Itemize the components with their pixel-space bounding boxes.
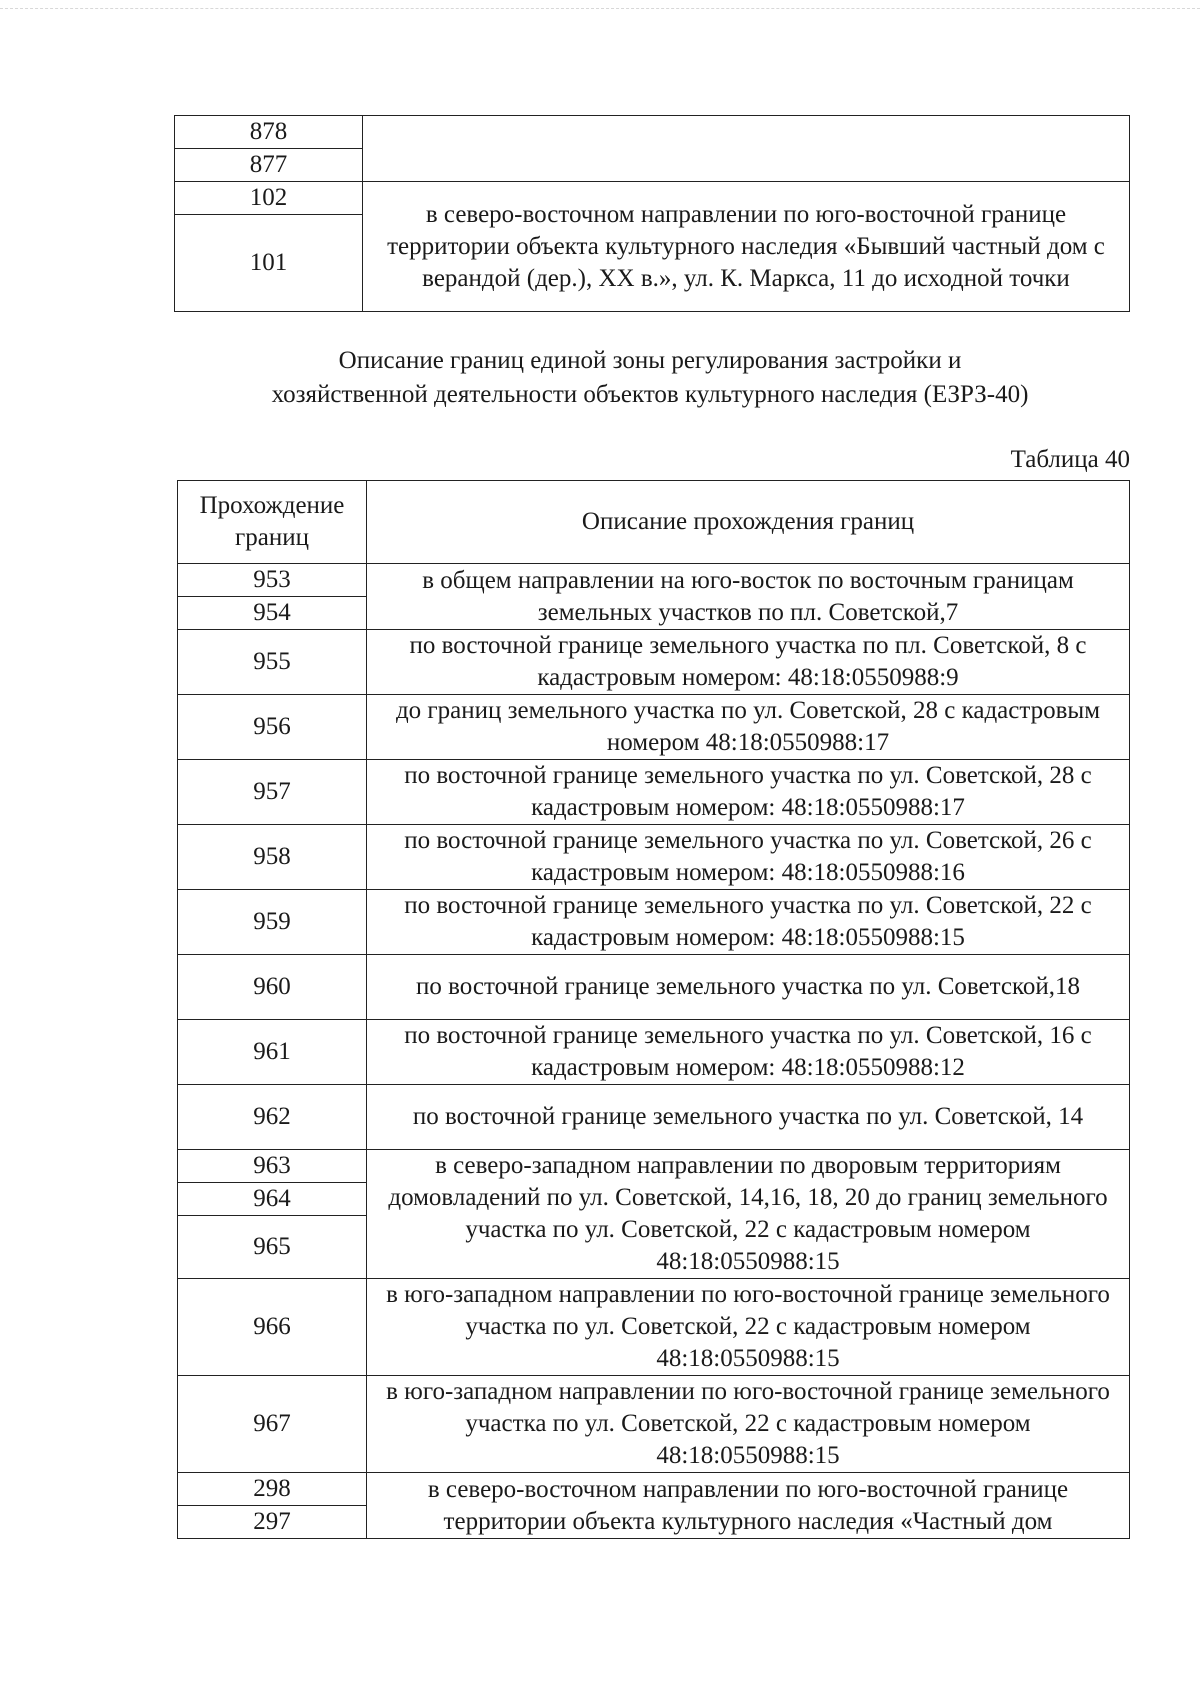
point-cell: 957 — [178, 760, 367, 825]
page-top-edge — [0, 8, 1200, 9]
header-description: Описание прохождения границ — [367, 481, 1130, 564]
point-cell: 101 — [175, 215, 363, 312]
description-cell: по восточной границе земельного участка по ул. Советской, 22 с кадастровым номером: 48:18:0550988:15 — [367, 890, 1130, 955]
point-cell: 960 — [178, 955, 367, 1020]
heading-line-2: хозяйственной деятельности объектов культурного наследия (ЕЗРЗ-40) — [271, 381, 1029, 408]
table-row — [178, 695, 1130, 760]
table-row — [178, 630, 1130, 695]
table-row — [178, 1020, 1130, 1085]
point-cell: 966 — [178, 1279, 367, 1376]
description-cell: по восточной границе земельного участка по ул. Советской, 28 с кадастровым номером: 48:18:0550988:17 — [367, 760, 1130, 825]
table-row — [178, 1376, 1130, 1473]
description-cell: в юго-западном направлении по юго-восточной границе земельного участка по ул. Советской, 22 с кадастровым номером 48:18:0550988:15 — [367, 1279, 1130, 1376]
table-row — [178, 1279, 1130, 1376]
description-cell: в юго-западном направлении по юго-восточной границе земельного участка по ул. Советской, 22 с кадастровым номером 48:18:0550988:15 — [367, 1376, 1130, 1473]
table-row — [178, 1085, 1130, 1150]
boundary-table-40 — [177, 480, 1130, 1539]
description-cell: в северо-западном направлении по дворовым территориям домовладений по ул. Советской, 14,16, 18, 20 до границ земельного участка по ул. Советской, 22 с кадастровым номером 48:18:0550988:15 — [367, 1150, 1130, 1279]
point-cell: 877 — [175, 149, 363, 182]
point-cell: 878 — [175, 116, 363, 149]
point-cell: 964 — [178, 1183, 367, 1216]
heading-line-1: Описание границ единой зоны регулирования застройки и — [338, 347, 962, 374]
point-cell: 954 — [178, 597, 367, 630]
description-cell: по восточной границе земельного участка по ул. Советской,18 — [367, 955, 1130, 1020]
description-cell: до границ земельного участка по ул. Советской, 28 с кадастровым номером 48:18:0550988:17 — [367, 695, 1130, 760]
description-cell — [363, 116, 1130, 182]
point-cell: 965 — [178, 1216, 367, 1279]
table-row — [178, 955, 1130, 1020]
table-row — [178, 1473, 1130, 1506]
description-cell: в северо-восточном направлении по юго-восточной границе территории объекта культурного наследия «Бывший частный дом с верандой (дер.), XX в.», ул. К. Маркса, 11 до исходной точки — [363, 182, 1130, 312]
point-cell: 102 — [175, 182, 363, 215]
table-row — [178, 890, 1130, 955]
table-row — [178, 1150, 1130, 1183]
table-number-label: Таблица 40 — [1010, 446, 1130, 473]
point-cell: 955 — [178, 630, 367, 695]
section-heading — [150, 344, 1150, 412]
point-cell: 963 — [178, 1150, 367, 1183]
previous-boundary-table — [174, 115, 1130, 312]
description-cell: по восточной границе земельного участка по пл. Советской, 8 с кадастровым номером: 48:18:0550988:9 — [367, 630, 1130, 695]
point-cell: 298 — [178, 1473, 367, 1506]
table-row — [178, 564, 1130, 597]
table-row — [175, 182, 1130, 215]
description-cell: по восточной границе земельного участка по ул. Советской, 26 с кадастровым номером: 48:18:0550988:16 — [367, 825, 1130, 890]
table-row — [178, 760, 1130, 825]
point-cell: 962 — [178, 1085, 367, 1150]
table-row — [175, 116, 1130, 149]
point-cell: 958 — [178, 825, 367, 890]
description-cell: по восточной границе земельного участка по ул. Советской, 14 — [367, 1085, 1130, 1150]
point-cell: 959 — [178, 890, 367, 955]
description-cell: по восточной границе земельного участка по ул. Советской, 16 с кадастровым номером: 48:18:0550988:12 — [367, 1020, 1130, 1085]
description-cell: в северо-восточном направлении по юго-восточной границе территории объекта культурного наследия «Частный дом — [367, 1473, 1130, 1539]
table-row — [178, 825, 1130, 890]
point-cell: 953 — [178, 564, 367, 597]
point-cell: 956 — [178, 695, 367, 760]
header-points: Прохождение границ — [178, 481, 367, 564]
table-header-row — [178, 481, 1130, 564]
point-cell: 967 — [178, 1376, 367, 1473]
description-cell: в общем направлении на юго-восток по восточным границам земельных участков по пл. Советской,7 — [367, 564, 1130, 630]
point-cell: 961 — [178, 1020, 367, 1085]
point-cell: 297 — [178, 1506, 367, 1539]
